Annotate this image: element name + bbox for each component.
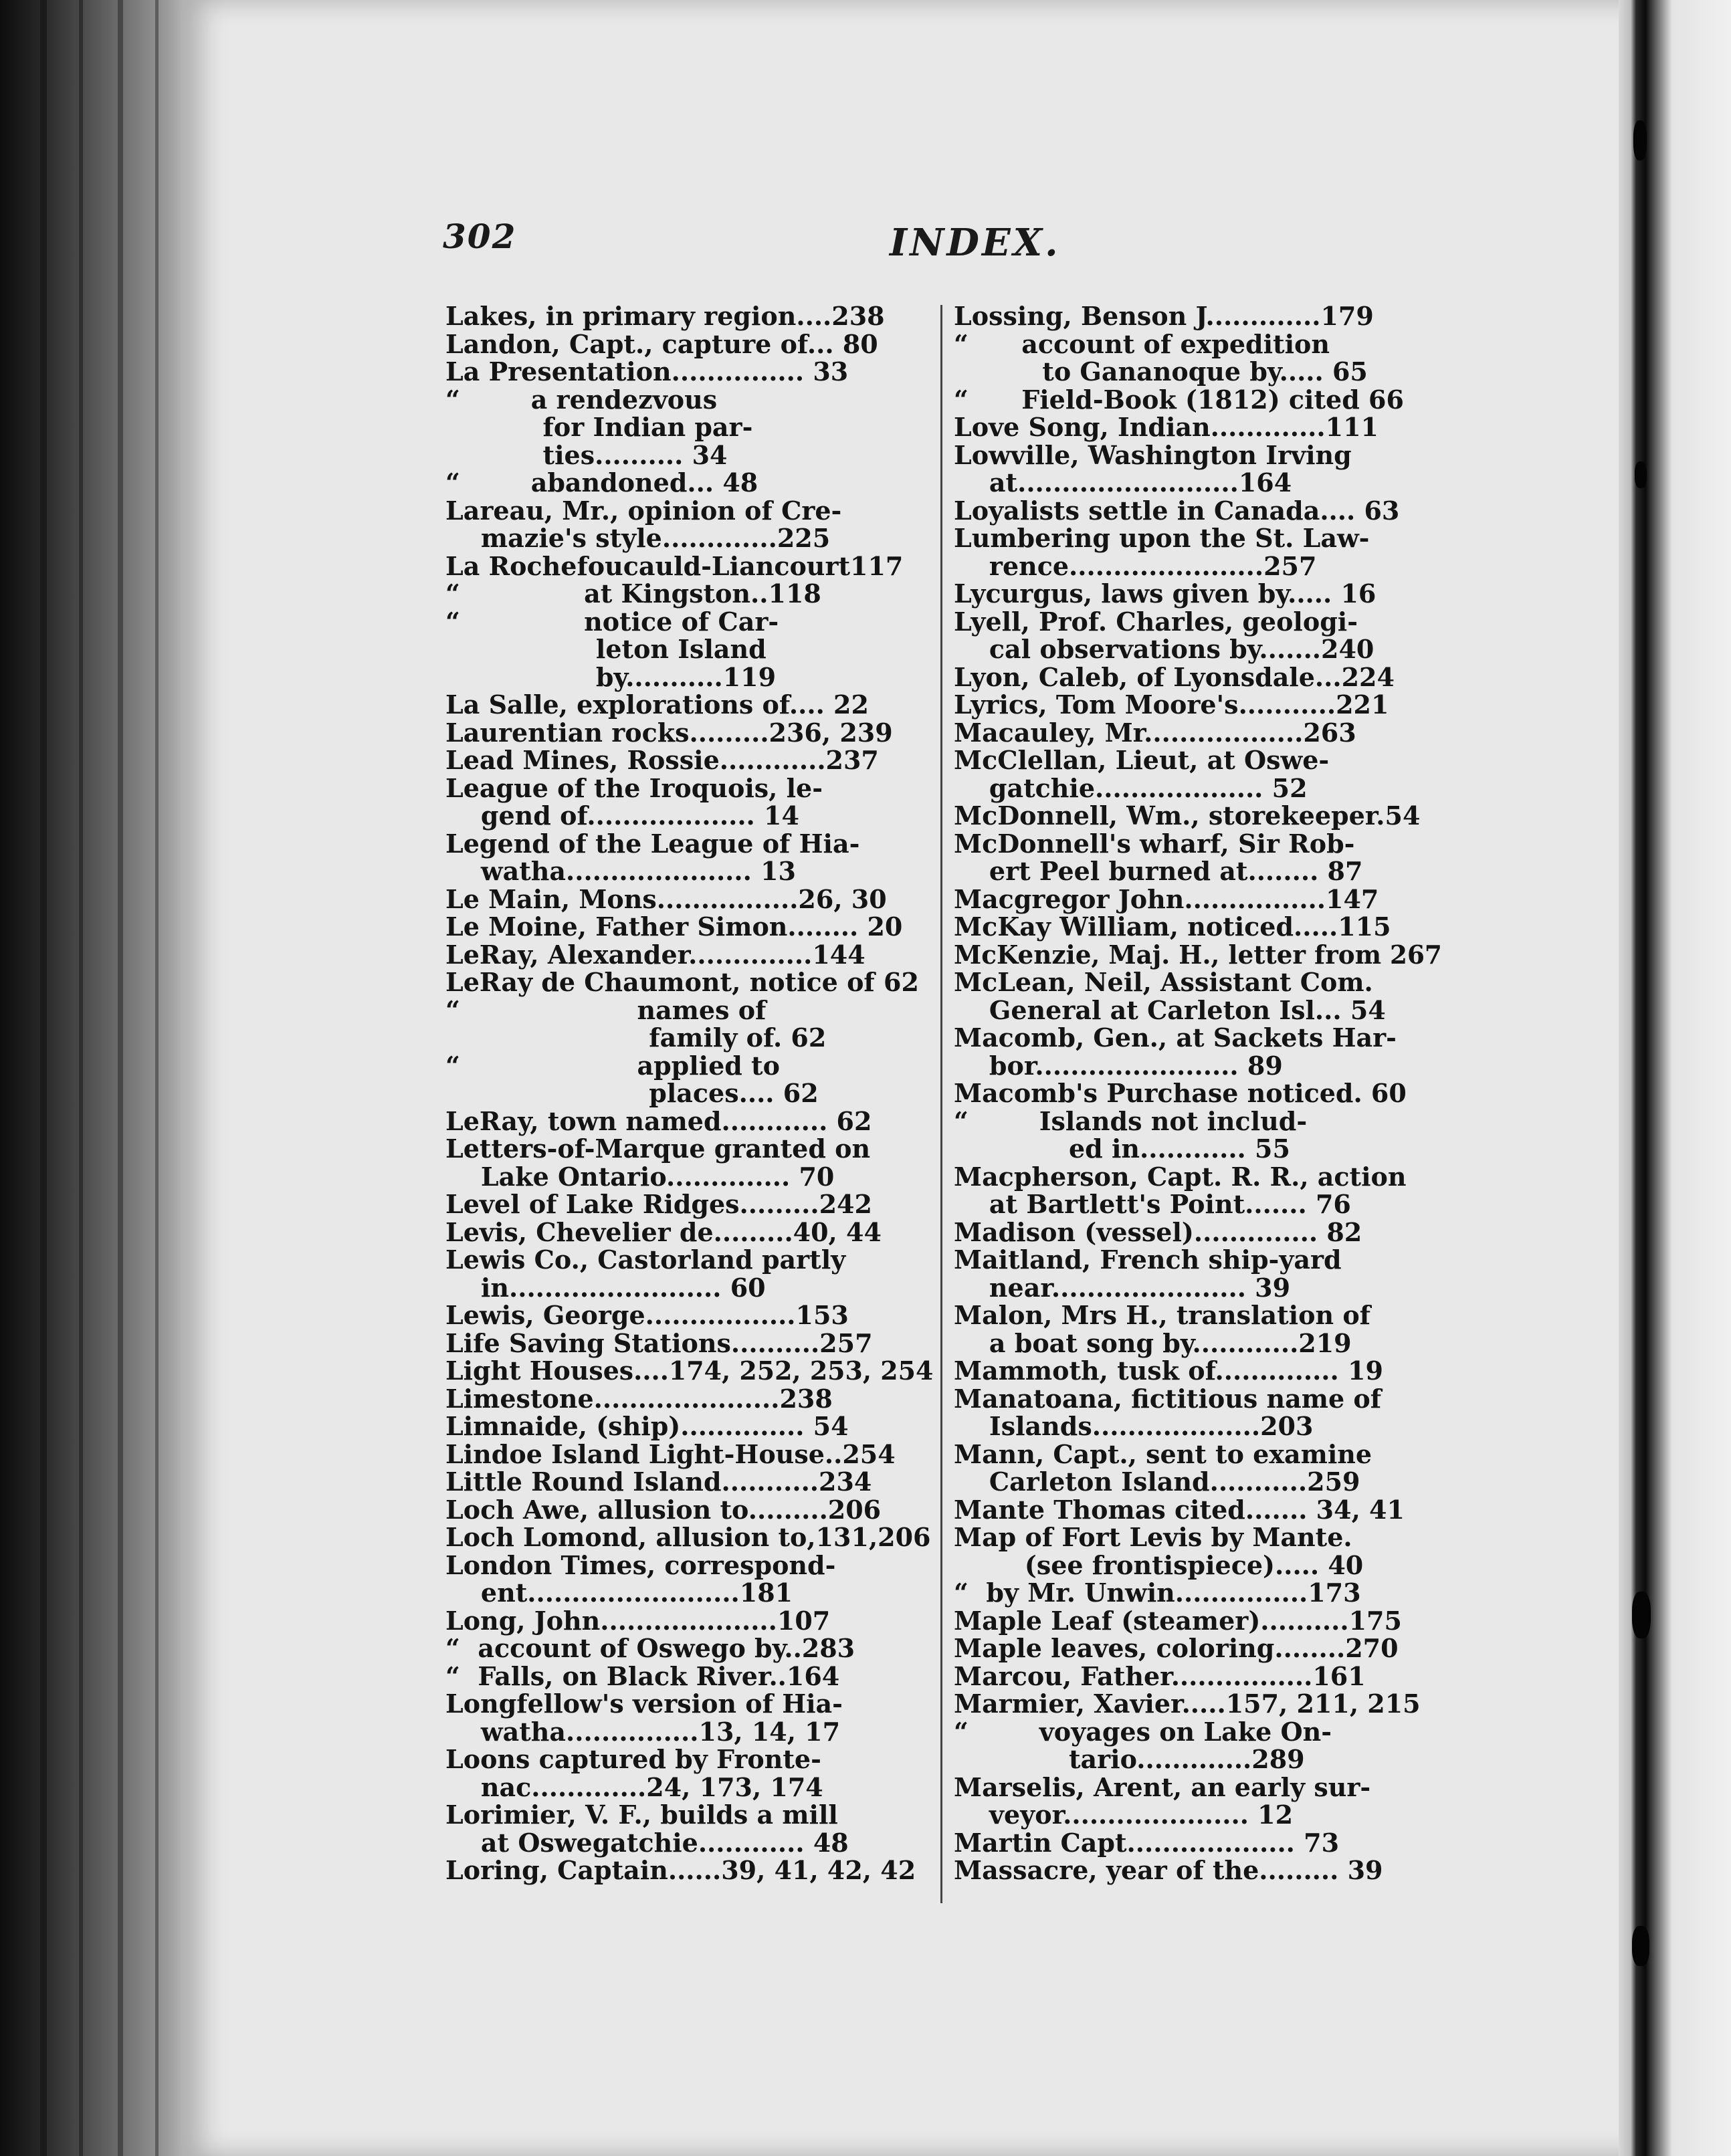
- index-line-text: Marselis, Arent, an early sur-: [954, 1771, 1371, 1802]
- index-line-text: at.........................164: [954, 467, 1292, 498]
- index-line: [954, 358, 1449, 386]
- index-line: [954, 1468, 1449, 1496]
- index-line: [445, 1024, 940, 1052]
- index-line-text: ed in............ 55: [954, 1134, 1290, 1164]
- index-line: [445, 1357, 940, 1385]
- index-line: [445, 1135, 940, 1163]
- column-divider: [940, 305, 942, 1903]
- index-line: [445, 1218, 940, 1247]
- index-line-text: bor....................... 89: [954, 1050, 1283, 1081]
- index-line: [954, 1274, 1449, 1302]
- index-line-text: “ names of: [445, 994, 767, 1025]
- index-line: [445, 1496, 940, 1524]
- index-line: [445, 913, 940, 941]
- index-line: [954, 552, 1449, 580]
- index-line: [954, 1662, 1449, 1691]
- index-line-text: Long, John....................107: [445, 1605, 831, 1636]
- index-line: [954, 1024, 1449, 1052]
- index-line-text: Lorimier, V. F., builds a mill: [445, 1800, 838, 1830]
- index-line: [445, 1523, 940, 1551]
- index-line-text: Mammoth, tusk of.............. 19: [954, 1356, 1383, 1386]
- index-line-text: a boat song by............219: [954, 1327, 1352, 1358]
- index-line: [445, 1412, 940, 1440]
- index-line-text: Maitland, French ship-yard: [954, 1245, 1342, 1275]
- index-line-text: Lewis, George.................153: [445, 1300, 849, 1330]
- index-line: [445, 1607, 940, 1635]
- index-line: [445, 1551, 940, 1580]
- index-line: [954, 719, 1449, 747]
- index-line-text: Lumbering upon the St. Law-: [954, 523, 1370, 553]
- index-line: [954, 1301, 1449, 1329]
- index-line: [445, 941, 940, 969]
- index-line: [445, 885, 940, 913]
- index-line-text: Le Moine, Father Simon........ 20: [445, 911, 903, 942]
- index-line-text: “ at Kingston..118: [445, 578, 821, 609]
- index-line-text: “ abandoned... 48: [445, 467, 758, 498]
- index-line-text: Lowville, Washington Irving: [954, 439, 1352, 470]
- index-line-text: “ voyages on Lake On-: [954, 1716, 1332, 1747]
- index-line-text: mazie's style.............225: [445, 523, 831, 553]
- index-line: [954, 1579, 1449, 1607]
- index-line: [445, 1634, 940, 1662]
- index-line-text: Manatoana, fictitious name of: [954, 1383, 1382, 1414]
- index-line-text: McDonnell's wharf, Sir Rob-: [954, 828, 1355, 859]
- index-line: [445, 663, 940, 691]
- index-line: [445, 830, 940, 858]
- index-line: [445, 330, 940, 358]
- index-line-text: places.... 62: [445, 1078, 819, 1108]
- index-line: [445, 358, 940, 386]
- index-line: [954, 1052, 1449, 1080]
- index-line-text: Legend of the League of Hia-: [445, 828, 860, 859]
- index-line: [954, 1079, 1449, 1107]
- index-line-text: family of. 62: [445, 1022, 827, 1053]
- index-line-text: “ Islands not includ-: [954, 1105, 1308, 1136]
- index-line-text: Lake Ontario.............. 70: [445, 1161, 835, 1192]
- index-line-text: “ account of expedition: [954, 328, 1330, 359]
- index-line-text: Maple Leaf (steamer)..........175: [954, 1605, 1402, 1636]
- index-line-text: McLean, Neil, Assistant Com.: [954, 967, 1373, 997]
- index-line-text: leton Island: [445, 634, 767, 664]
- index-line: [954, 1246, 1449, 1274]
- index-line-text: Loons captured by Fronte-: [445, 1744, 821, 1774]
- index-line-text: by...........119: [445, 661, 777, 692]
- index-line: [954, 441, 1449, 469]
- index-line-text: Loch Lomond, allusion to,131,206: [445, 1522, 931, 1552]
- index-line-text: Letters-of-Marque granted on: [445, 1134, 871, 1164]
- index-line-text: Massacre, year of the......... 39: [954, 1855, 1383, 1885]
- index-line: [954, 1856, 1449, 1884]
- index-line: [445, 1107, 940, 1136]
- index-line: [445, 1745, 940, 1773]
- index-line-text: La Rochefoucauld-Liancourt117: [445, 550, 904, 581]
- index-line-text: cal observations by.......240: [954, 634, 1374, 664]
- index-line-text: in........................ 60: [445, 1272, 766, 1303]
- index-line-text: General at Carleton Isl... 54: [954, 994, 1386, 1025]
- index-line: [445, 1856, 940, 1884]
- index-column-right: [954, 302, 1449, 1884]
- index-line-text: McKenzie, Maj. H., letter from 267: [954, 939, 1442, 970]
- index-line-text: Longfellow's version of Hia-: [445, 1689, 843, 1719]
- index-line: [445, 968, 940, 996]
- index-line-text: Limnaide, (ship).............. 54: [445, 1411, 849, 1441]
- index-line-text: Macpherson, Capt. R. R., action: [954, 1161, 1407, 1192]
- index-line: [954, 1107, 1449, 1136]
- index-line: [954, 1634, 1449, 1662]
- index-line-text: Little Round Island...........234: [445, 1467, 872, 1497]
- index-line-text: “ notice of Car-: [445, 606, 779, 637]
- index-line: [954, 830, 1449, 858]
- index-line-text: Map of Fort Levis by Mante.: [954, 1522, 1352, 1552]
- index-line: [954, 469, 1449, 497]
- index-line-text: Lyrics, Tom Moore's...........221: [954, 689, 1389, 720]
- index-line: [445, 691, 940, 719]
- index-line: [954, 413, 1449, 441]
- index-line: [954, 330, 1449, 358]
- index-line: [954, 746, 1449, 774]
- index-line-text: Light Houses....174, 252, 253, 254: [445, 1356, 934, 1386]
- index-line: [954, 1801, 1449, 1829]
- index-line-text: Lewis Co., Castorland partly: [445, 1245, 846, 1275]
- index-line: [954, 1135, 1449, 1163]
- index-line-text: “ by Mr. Unwin...............173: [954, 1578, 1361, 1608]
- book-spine: [0, 0, 194, 2156]
- index-line-text: tario.............289: [954, 1744, 1305, 1774]
- index-line: [445, 1301, 940, 1329]
- index-line: [954, 1690, 1449, 1718]
- index-line: [445, 802, 940, 830]
- index-line: [954, 386, 1449, 414]
- index-line-text: Lycurgus, laws given by..... 16: [954, 578, 1377, 609]
- index-line: [445, 524, 940, 552]
- index-line: [445, 1829, 940, 1857]
- index-line-text: Mann, Capt., sent to examine: [954, 1438, 1372, 1469]
- index-line-text: “ Field-Book (1812) cited 66: [954, 384, 1404, 415]
- index-line-text: Martin Capt................... 73: [954, 1827, 1340, 1858]
- index-line: [954, 885, 1449, 913]
- index-line: [954, 1745, 1449, 1773]
- index-line-text: Level of Lake Ridges.........242: [445, 1189, 872, 1219]
- index-line: [445, 857, 940, 885]
- index-line-text: McClellan, Lieut, at Oswe-: [954, 745, 1330, 775]
- index-line: [445, 635, 940, 663]
- index-line-text: Lyell, Prof. Charles, geologi-: [954, 606, 1358, 637]
- index-line: [445, 302, 940, 330]
- index-line-text: Lindoe Island Light-House..254: [445, 1438, 896, 1469]
- index-line-text: La Presentation............... 33: [445, 356, 849, 387]
- index-line-text: Loring, Captain......39, 41, 42, 42: [445, 1855, 916, 1885]
- index-line-text: gatchie................... 52: [954, 772, 1308, 803]
- index-line: [954, 1551, 1449, 1580]
- index-line: [954, 941, 1449, 969]
- index-line-text: London Times, correspond-: [445, 1549, 836, 1580]
- index-line: [954, 857, 1449, 885]
- index-line: [954, 1496, 1449, 1524]
- index-line-text: Marmier, Xavier.....157, 211, 215: [954, 1689, 1421, 1719]
- index-line: [445, 1468, 940, 1496]
- index-line: [954, 1718, 1449, 1746]
- index-line: [445, 1246, 940, 1274]
- index-line: [954, 1218, 1449, 1247]
- index-line-text: Limestone.....................238: [445, 1383, 833, 1414]
- index-line-text: Macgregor John................147: [954, 883, 1379, 914]
- index-line-text: watha..................... 13: [445, 856, 796, 886]
- running-title: INDEX.: [890, 221, 1061, 265]
- page-number: 302: [443, 217, 517, 256]
- index-line: [954, 1412, 1449, 1440]
- index-line-text: (see frontispiece)..... 40: [954, 1549, 1364, 1580]
- index-column-left: [445, 302, 940, 1884]
- index-line-text: Levis, Chevelier de.........40, 44: [445, 1216, 882, 1247]
- index-line: [445, 580, 940, 608]
- index-line: [445, 1440, 940, 1469]
- index-line: [445, 1329, 940, 1358]
- index-line: [445, 1579, 940, 1607]
- index-line: [954, 608, 1449, 636]
- index-line-text: nac.............24, 173, 174: [445, 1771, 823, 1802]
- index-line-text: Loch Awe, allusion to.........206: [445, 1494, 882, 1525]
- index-line-text: LeRay, Alexander..............144: [445, 939, 866, 970]
- index-line: [954, 1385, 1449, 1413]
- index-line: [445, 1385, 940, 1413]
- index-line-text: Macomb's Purchase noticed. 60: [954, 1078, 1407, 1108]
- index-line: [954, 968, 1449, 996]
- index-line: [445, 497, 940, 525]
- index-line-text: Le Main, Mons................26, 30: [445, 883, 887, 914]
- index-line: [954, 996, 1449, 1025]
- index-line: [445, 719, 940, 747]
- index-line: [954, 580, 1449, 608]
- index-line-text: Carleton Island...........259: [954, 1467, 1360, 1497]
- index-line-text: Lakes, in primary region....238: [445, 301, 885, 331]
- index-line-text: League of the Iroquois, le-: [445, 772, 823, 803]
- index-line-text: Lareau, Mr., opinion of Cre-: [445, 495, 842, 526]
- index-line: [954, 635, 1449, 663]
- index-line-text: Mante Thomas cited....... 34, 41: [954, 1494, 1405, 1525]
- index-line: [445, 413, 940, 441]
- index-line: [445, 1163, 940, 1191]
- index-line-text: Laurentian rocks.........236, 239: [445, 717, 893, 748]
- index-line: [954, 1607, 1449, 1635]
- index-line: [445, 1690, 940, 1718]
- index-line: [954, 913, 1449, 941]
- index-line: [954, 1829, 1449, 1857]
- index-line: [445, 1079, 940, 1107]
- index-line: [954, 802, 1449, 830]
- index-line: [445, 1662, 940, 1691]
- index-line-text: at Oswegatchie............ 48: [445, 1827, 849, 1858]
- index-line: [954, 1523, 1449, 1551]
- index-line-text: near...................... 39: [954, 1272, 1291, 1303]
- index-line: [954, 1163, 1449, 1191]
- index-line: [954, 497, 1449, 525]
- index-line-text: to Gananoque by..... 65: [954, 356, 1368, 387]
- index-line-text: “ a rendezvous: [445, 384, 718, 415]
- index-line: [445, 1801, 940, 1829]
- index-line-text: La Salle, explorations of.... 22: [445, 689, 869, 720]
- index-line-text: “ account of Oswego by..283: [445, 1633, 855, 1663]
- index-line: [445, 1052, 940, 1080]
- index-line-text: Life Saving Stations..........257: [445, 1327, 873, 1358]
- index-line: [954, 1357, 1449, 1385]
- index-line-text: at Bartlett's Point....... 76: [954, 1189, 1351, 1219]
- index-line-text: LeRay de Chaumont, notice of 62: [445, 967, 919, 997]
- index-line: [445, 1773, 940, 1802]
- index-line-text: veyor..................... 12: [954, 1800, 1294, 1830]
- index-line: [445, 469, 940, 497]
- index-line-text: Macomb, Gen., at Sackets Har-: [954, 1022, 1397, 1053]
- index-line: [445, 386, 940, 414]
- index-line-text: McKay William, noticed.....115: [954, 911, 1391, 942]
- index-line-text: rence......................257: [954, 550, 1317, 581]
- index-line: [954, 663, 1449, 691]
- index-line-text: watha...............13, 14, 17: [445, 1716, 841, 1747]
- index-line: [445, 774, 940, 802]
- index-line: [445, 996, 940, 1025]
- index-line: [954, 1773, 1449, 1802]
- index-line-text: ent........................181: [445, 1578, 793, 1608]
- index-line-text: “ applied to: [445, 1050, 780, 1081]
- index-line: [445, 441, 940, 469]
- index-line: [954, 302, 1449, 330]
- index-line-text: LeRay, town named............ 62: [445, 1105, 872, 1136]
- index-line: [954, 1440, 1449, 1469]
- index-line-text: McDonnell, Wm., storekeeper.54: [954, 800, 1421, 831]
- index-line: [954, 1190, 1449, 1218]
- index-line-text: Lyon, Caleb, of Lyonsdale...224: [954, 661, 1395, 692]
- index-line: [954, 524, 1449, 552]
- index-line: [445, 1190, 940, 1218]
- index-line: [445, 1718, 940, 1746]
- index-line-text: Lossing, Benson J.............179: [954, 301, 1374, 331]
- index-line: [954, 774, 1449, 802]
- index-line-text: Malon, Mrs H., translation of: [954, 1300, 1371, 1330]
- index-line-text: Maple leaves, coloring........270: [954, 1633, 1399, 1663]
- index-line-text: gend of................... 14: [445, 800, 799, 831]
- index-line-text: Macauley, Mr..................263: [954, 717, 1356, 748]
- index-line-text: ert Peel burned at........ 87: [954, 856, 1363, 886]
- index-line-text: Love Song, Indian.............111: [954, 412, 1379, 442]
- index-line-text: Marcou, Father................161: [954, 1660, 1366, 1691]
- index-line-text: Islands...................203: [954, 1411, 1314, 1441]
- index-line-text: Loyalists settle in Canada.... 63: [954, 495, 1400, 526]
- index-line-text: for Indian par-: [445, 412, 753, 442]
- index-line-text: Landon, Capt., capture of... 80: [445, 328, 878, 359]
- index-line: [954, 691, 1449, 719]
- index-line-text: Madison (vessel).............. 82: [954, 1216, 1362, 1247]
- index-line-text: Lead Mines, Rossie............237: [445, 745, 879, 775]
- index-line: [445, 552, 940, 580]
- index-line: [445, 608, 940, 636]
- index-line: [445, 746, 940, 774]
- index-line-text: “ Falls, on Black River..164: [445, 1660, 840, 1691]
- index-line: [954, 1329, 1449, 1358]
- index-line: [445, 1274, 940, 1302]
- index-line-text: ties.......... 34: [445, 439, 728, 470]
- page-gutter: [1619, 0, 1731, 2156]
